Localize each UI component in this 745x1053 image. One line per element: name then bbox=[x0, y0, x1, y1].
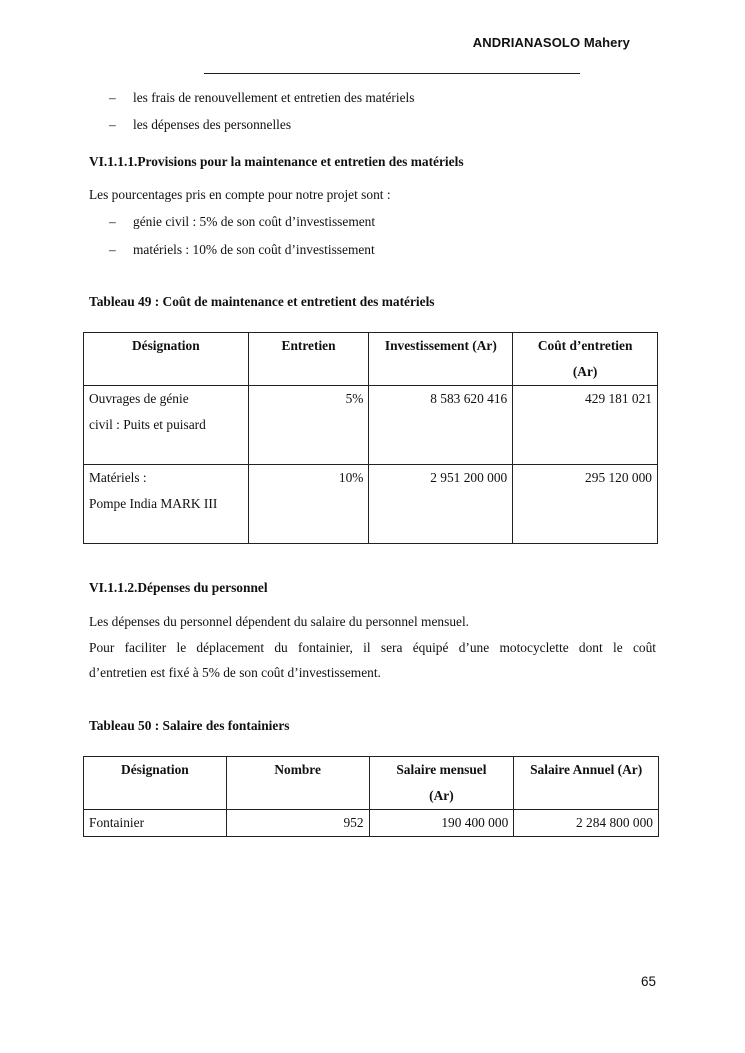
cell-line: Ouvrages de génie bbox=[89, 391, 189, 406]
paragraph-line: d’entretien est fixé à 5% de son coût d’investissement. bbox=[89, 665, 381, 680]
cell-designation: Fontainier bbox=[84, 810, 227, 837]
column-header: Nombre bbox=[226, 757, 369, 810]
section-heading: VI.1.1.1.Provisions pour la maintenance et entretien des matériels bbox=[89, 154, 464, 169]
cell-cout: 429 181 021 bbox=[513, 386, 658, 465]
column-header: Désignation bbox=[84, 757, 227, 810]
fontainier-salary-table bbox=[83, 756, 659, 837]
cell-salaire-annuel: 2 284 800 000 bbox=[514, 810, 659, 837]
column-header-unit: (Ar) bbox=[429, 788, 454, 803]
list-item-text: les dépenses des personnelles bbox=[133, 117, 292, 132]
cell-designation bbox=[84, 386, 249, 465]
table-caption: Tableau 49 : Coût de maintenance et entretient des matériels bbox=[89, 294, 435, 309]
cell-line: Matériels : bbox=[89, 470, 147, 485]
table-row bbox=[84, 386, 658, 465]
list-item: – les dépenses des personnelles bbox=[109, 117, 292, 132]
paragraph: Les dépenses du personnel dépendent du salaire du personnel mensuel. bbox=[89, 614, 470, 629]
column-header-line: Coût d’entretien bbox=[537, 338, 633, 353]
section-heading: VI.1.1.2.Dépenses du personnel bbox=[89, 580, 268, 595]
cell-salaire-mensuel: 190 400 000 bbox=[369, 810, 514, 837]
cell-nombre: 952 bbox=[226, 810, 369, 837]
list-item: – matériels : 10% de son coût d’investissement bbox=[109, 242, 375, 257]
column-header: Salaire Annuel (Ar) bbox=[514, 757, 659, 810]
table-header-row bbox=[84, 757, 659, 810]
table-header-row bbox=[84, 333, 658, 386]
cell-entretien: 5% bbox=[248, 386, 369, 465]
list-item-text: matériels : 10% de son coût d’investissement bbox=[133, 242, 375, 257]
column-header-unit: (Ar) bbox=[572, 364, 598, 379]
cell-cout: 295 120 000 bbox=[513, 465, 658, 544]
page-number: 65 bbox=[640, 974, 656, 989]
cell-line: Pompe India MARK III bbox=[89, 496, 218, 511]
table-row bbox=[84, 810, 659, 837]
paragraph: Les pourcentages pris en compte pour notre projet sont : bbox=[89, 187, 391, 202]
column-header: Désignation bbox=[84, 333, 249, 386]
header-author: ANDRIANASOLO Mahery bbox=[472, 35, 630, 50]
header-rule bbox=[204, 73, 580, 74]
column-header bbox=[513, 333, 658, 386]
column-header: Investissement (Ar) bbox=[369, 333, 513, 386]
cell-designation bbox=[84, 465, 249, 544]
list-item: – génie civil : 5% de son coût d’investissement bbox=[109, 214, 376, 229]
cell-investissement: 2 951 200 000 bbox=[369, 465, 513, 544]
paragraph-line: Pour faciliter le déplacement du fontainier, il sera équipé d’une motocyclette dont le coût bbox=[89, 640, 656, 655]
maintenance-cost-table bbox=[83, 332, 658, 544]
column-header bbox=[369, 757, 514, 810]
cell-entretien: 10% bbox=[248, 465, 369, 544]
cell-investissement: 8 583 620 416 bbox=[369, 386, 513, 465]
table-caption: Tableau 50 : Salaire des fontainiers bbox=[89, 718, 290, 733]
list-item-text: génie civil : 5% de son coût d’investissement bbox=[133, 214, 376, 229]
column-header-line: Salaire mensuel bbox=[396, 762, 487, 777]
table-row bbox=[84, 465, 658, 544]
cell-line: civil : Puits et puisard bbox=[89, 417, 206, 432]
column-header: Entretien bbox=[248, 333, 369, 386]
list-item: – les frais de renouvellement et entretien des matériels bbox=[109, 90, 415, 105]
list-item-text: les frais de renouvellement et entretien des matériels bbox=[133, 90, 415, 105]
